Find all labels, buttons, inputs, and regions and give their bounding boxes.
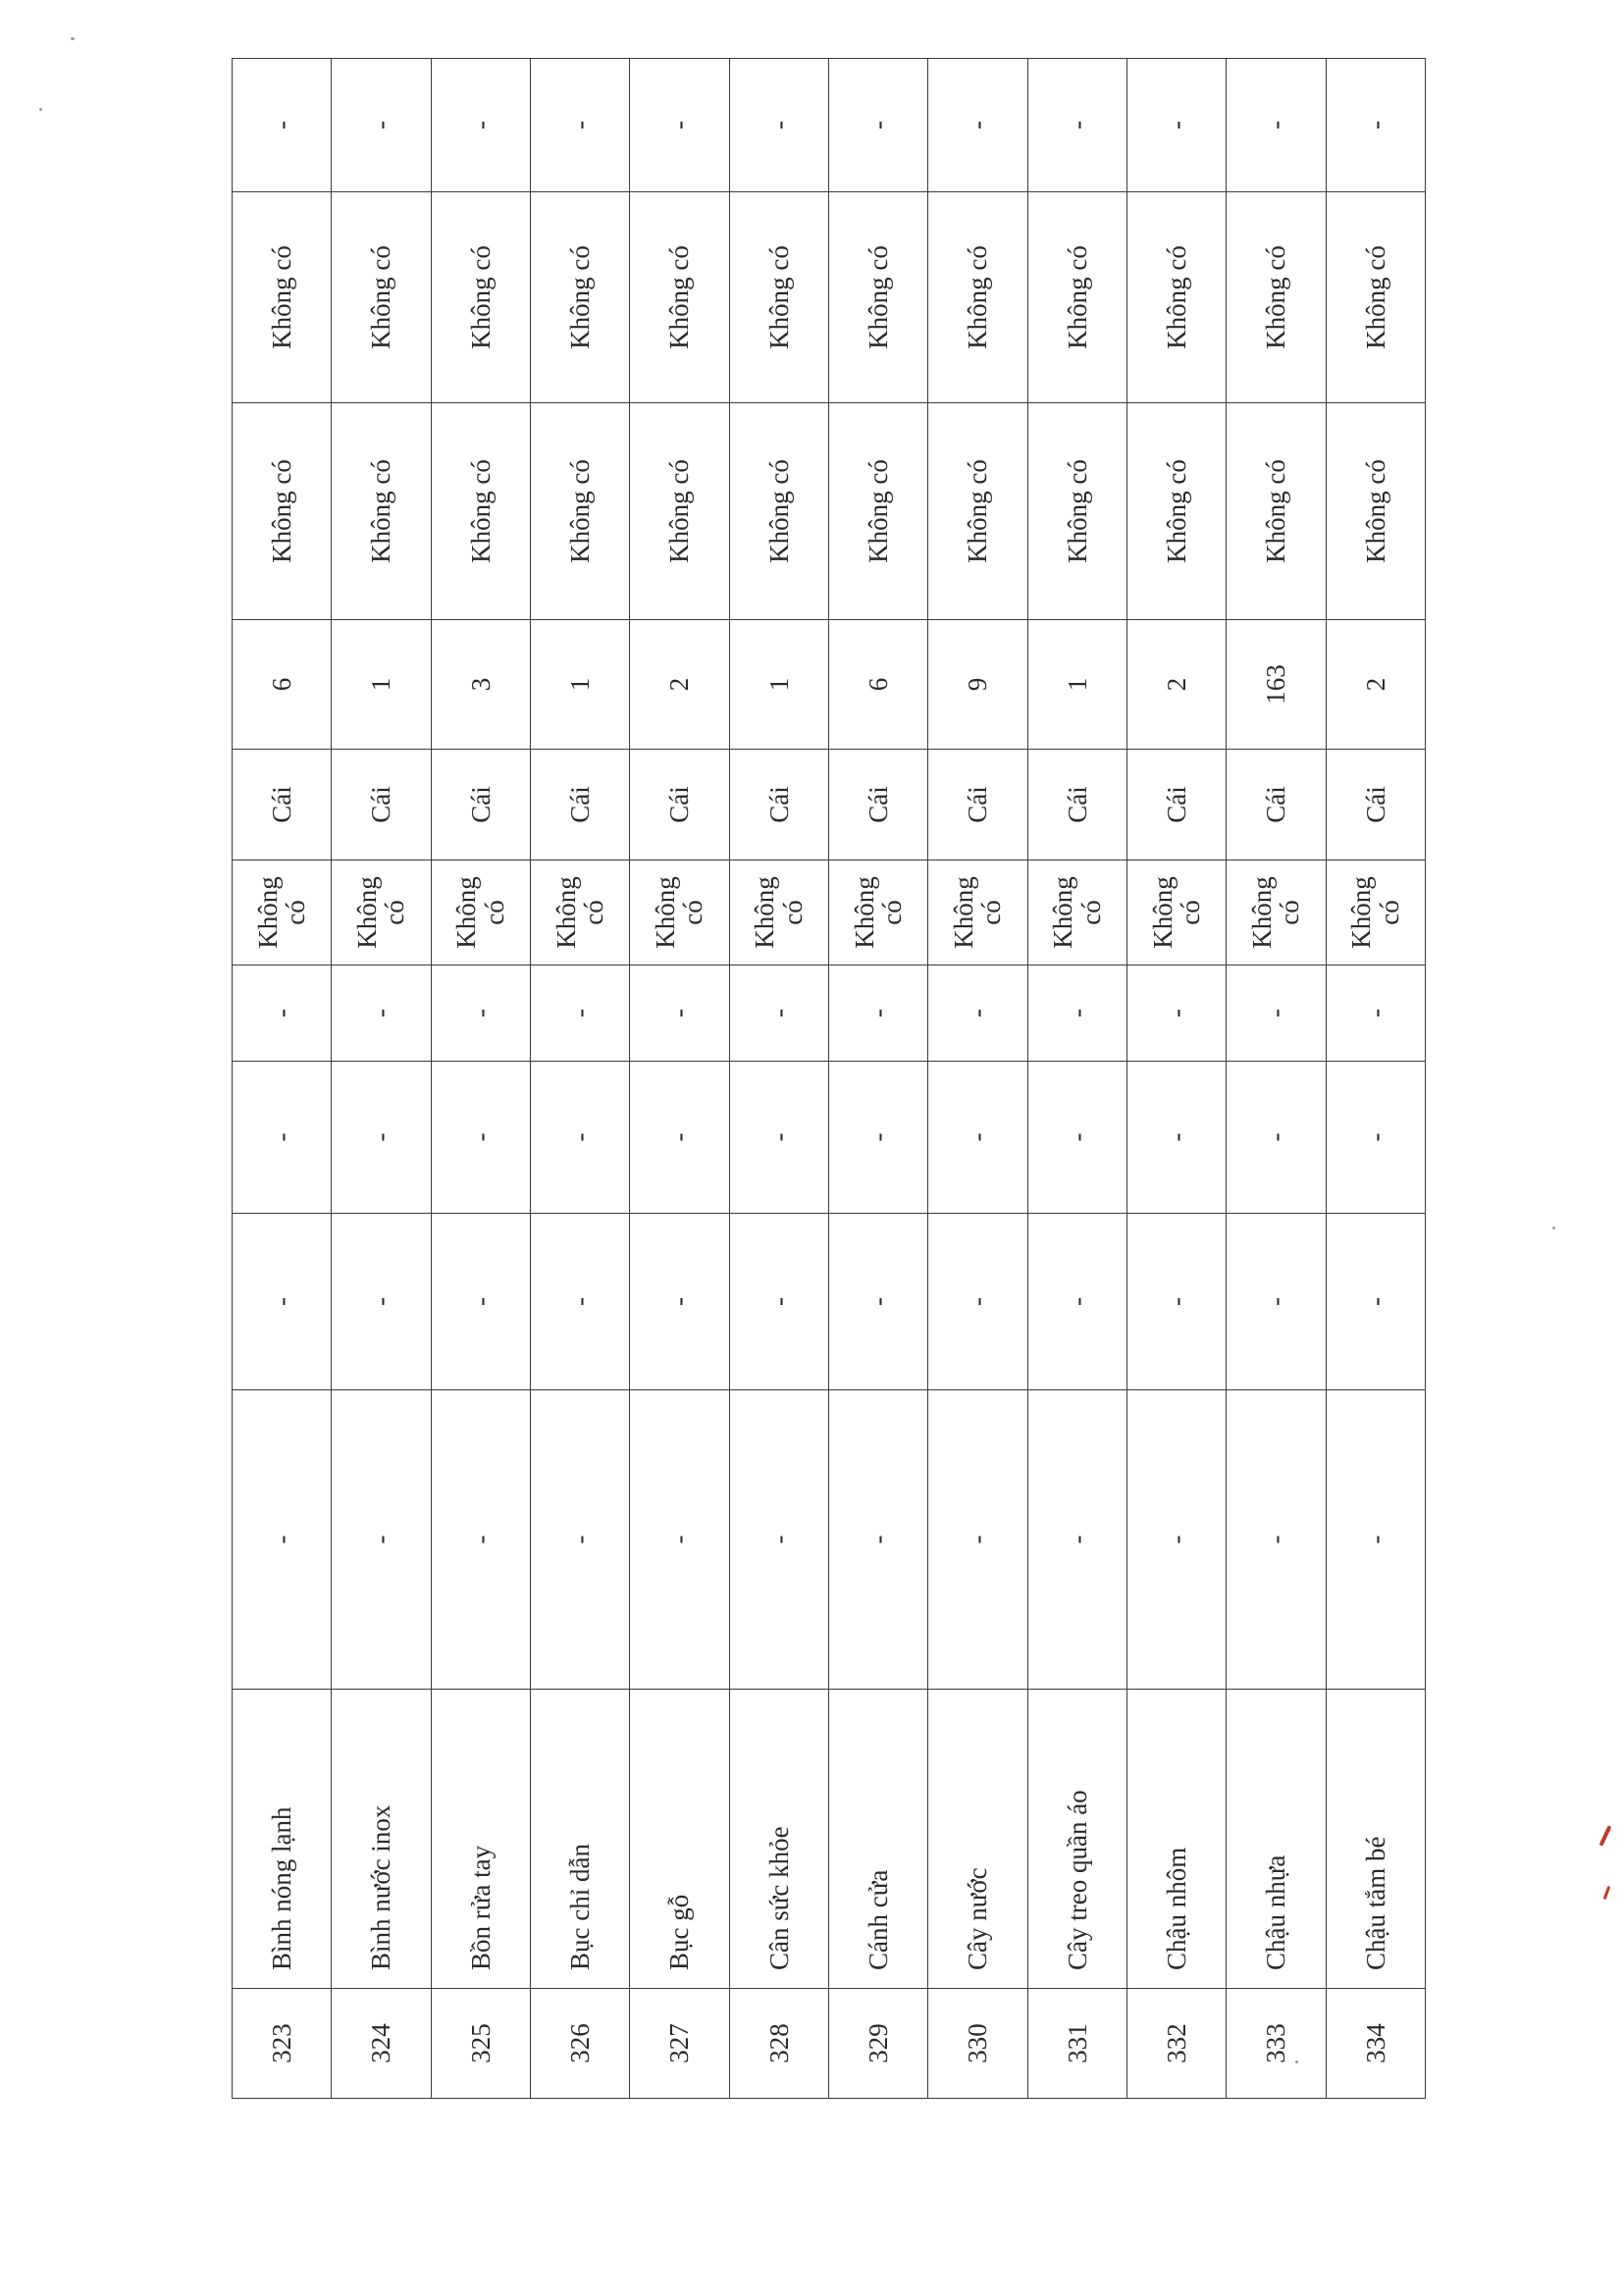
quantity-cell: 2 [1126, 620, 1226, 750]
unit-cell: Cái [530, 750, 629, 861]
row-number-cell: 323 [233, 1989, 332, 2099]
table-row [1326, 59, 1425, 2099]
availability-cell: Không có [729, 861, 828, 965]
status-cell: Không có [1227, 192, 1326, 403]
row-number-cell: 330 [928, 1989, 1027, 2099]
table-row [828, 59, 927, 2099]
row-number-cell: 327 [630, 1989, 729, 2099]
status-cell: Không có [1126, 403, 1226, 620]
dash-cell: - [1326, 1390, 1425, 1690]
dash-cell: - [729, 965, 828, 1062]
row-number-cell: 331 [1027, 1989, 1126, 2099]
item-name-cell: Bình nóng lạnh [233, 1690, 332, 1989]
table-row [1027, 59, 1126, 2099]
unit-cell: Cái [332, 750, 431, 861]
quantity-cell: 1 [530, 620, 629, 750]
dash-cell: - [1126, 1062, 1226, 1214]
dash-cell: - [828, 965, 927, 1062]
status-cell: Không có [530, 403, 629, 620]
dash-cell: - [530, 59, 629, 192]
availability-cell: Không có [928, 861, 1027, 965]
item-name-cell: Bình nước inox [332, 1690, 431, 1989]
dash-cell: - [1227, 1390, 1326, 1690]
quantity-cell: 9 [928, 620, 1027, 750]
item-name-cell: Cây treo quần áo [1027, 1690, 1126, 1989]
dash-cell: - [729, 1062, 828, 1214]
scan-speck [1295, 2061, 1298, 2063]
dash-cell: - [1027, 1390, 1126, 1690]
dash-cell: - [431, 1214, 530, 1390]
table-row [928, 59, 1027, 2099]
scan-speck [71, 37, 75, 40]
unit-cell: Cái [928, 750, 1027, 861]
item-name-cell: Bồn rửa tay [431, 1690, 530, 1989]
dash-cell: - [431, 1062, 530, 1214]
status-cell: Không có [828, 192, 927, 403]
unit-cell: Cái [828, 750, 927, 861]
dash-cell: - [1126, 1214, 1226, 1390]
dash-cell: - [1227, 1214, 1326, 1390]
dash-cell: - [1126, 1390, 1226, 1690]
red-pen-mark [1599, 1825, 1612, 1847]
status-cell: Không có [332, 192, 431, 403]
availability-cell: Không có [431, 861, 530, 965]
unit-cell: Cái [233, 750, 332, 861]
scan-speck [1552, 1226, 1555, 1229]
unit-cell: Cái [630, 750, 729, 861]
table-row [431, 59, 530, 2099]
availability-cell: Không có [233, 861, 332, 965]
status-cell: Không có [1027, 403, 1126, 620]
dash-cell: - [1027, 965, 1126, 1062]
dash-cell: - [1227, 59, 1326, 192]
row-number-cell: 325 [431, 1989, 530, 2099]
dash-cell: - [1126, 59, 1226, 192]
dash-cell: - [828, 59, 927, 192]
table-row [1227, 59, 1326, 2099]
dash-cell: - [1326, 59, 1425, 192]
status-cell: Không có [1326, 192, 1425, 403]
item-name-cell: Bục chỉ dẫn [530, 1690, 629, 1989]
item-name-cell: Chậu nhựa [1227, 1690, 1326, 1989]
red-pen-mark [1603, 1886, 1611, 1900]
status-cell: Không có [1326, 403, 1425, 620]
dash-cell: - [1326, 1062, 1425, 1214]
table-row [233, 59, 332, 2099]
status-cell: Không có [828, 403, 927, 620]
dash-cell: - [332, 59, 431, 192]
availability-cell: Không có [1027, 861, 1126, 965]
item-name-cell: Bục gỗ [630, 1690, 729, 1989]
dash-cell: - [928, 1390, 1027, 1690]
row-number-cell: 334 [1326, 1989, 1425, 2099]
availability-cell: Không có [1126, 861, 1226, 965]
item-name-cell: Chậu tắm bé [1326, 1690, 1425, 1989]
dash-cell: - [828, 1062, 927, 1214]
availability-cell: Không có [1326, 861, 1425, 965]
unit-cell: Cái [729, 750, 828, 861]
row-number-cell: 326 [530, 1989, 629, 2099]
quantity-cell: 163 [1227, 620, 1326, 750]
row-number-cell: 333 [1227, 1989, 1326, 2099]
dash-cell: - [431, 965, 530, 1062]
status-cell: Không có [928, 192, 1027, 403]
quantity-cell: 2 [1326, 620, 1425, 750]
dash-cell: - [630, 965, 729, 1062]
dash-cell: - [928, 1214, 1027, 1390]
item-name-cell: Cánh cửa [828, 1690, 927, 1989]
dash-cell: - [729, 59, 828, 192]
table-body [233, 59, 1426, 2099]
unit-cell: Cái [1027, 750, 1126, 861]
dash-cell: - [630, 59, 729, 192]
quantity-cell: 1 [332, 620, 431, 750]
status-cell: Không có [530, 192, 629, 403]
quantity-cell: 3 [431, 620, 530, 750]
status-cell: Không có [431, 403, 530, 620]
table-row [729, 59, 828, 2099]
dash-cell: - [1027, 1214, 1126, 1390]
unit-cell: Cái [1326, 750, 1425, 861]
dash-cell: - [1227, 965, 1326, 1062]
status-cell: Không có [1227, 403, 1326, 620]
table-row [530, 59, 629, 2099]
quantity-cell: 1 [1027, 620, 1126, 750]
dash-cell: - [729, 1390, 828, 1690]
scan-speck [39, 108, 42, 111]
status-cell: Không có [233, 192, 332, 403]
quantity-cell: 6 [233, 620, 332, 750]
table-row [630, 59, 729, 2099]
dash-cell: - [530, 965, 629, 1062]
status-cell: Không có [729, 192, 828, 403]
dash-cell: - [630, 1390, 729, 1690]
status-cell: Không có [630, 403, 729, 620]
dash-cell: - [530, 1390, 629, 1690]
row-number-cell: 329 [828, 1989, 927, 2099]
item-name-cell: Cân sức khỏe [729, 1690, 828, 1989]
table-row [332, 59, 431, 2099]
availability-cell: Không có [630, 861, 729, 965]
dash-cell: - [431, 59, 530, 192]
dash-cell: - [332, 1214, 431, 1390]
dash-cell: - [1027, 1062, 1126, 1214]
dash-cell: - [332, 1062, 431, 1214]
dash-cell: - [332, 965, 431, 1062]
dash-cell: - [630, 1214, 729, 1390]
availability-cell: Không có [332, 861, 431, 965]
dash-cell: - [928, 965, 1027, 1062]
status-cell: Không có [233, 403, 332, 620]
dash-cell: - [1126, 965, 1226, 1062]
dash-cell: - [928, 59, 1027, 192]
dash-cell: - [1326, 1214, 1425, 1390]
dash-cell: - [431, 1390, 530, 1690]
dash-cell: - [729, 1214, 828, 1390]
unit-cell: Cái [1227, 750, 1326, 861]
item-name-cell: Cây nước [928, 1690, 1027, 1989]
status-cell: Không có [630, 192, 729, 403]
status-cell: Không có [1126, 192, 1226, 403]
quantity-cell: 6 [828, 620, 927, 750]
unit-cell: Cái [1126, 750, 1226, 861]
dash-cell: - [530, 1214, 629, 1390]
status-cell: Không có [928, 403, 1027, 620]
dash-cell: - [1027, 59, 1126, 192]
status-cell: Không có [729, 403, 828, 620]
quantity-cell: 2 [630, 620, 729, 750]
row-number-cell: 332 [1126, 1989, 1226, 2099]
dash-cell: - [928, 1062, 1027, 1214]
status-cell: Không có [431, 192, 530, 403]
item-name-cell: Chậu nhôm [1126, 1690, 1226, 1989]
dash-cell: - [233, 59, 332, 192]
dash-cell: - [1227, 1062, 1326, 1214]
dash-cell: - [1326, 965, 1425, 1062]
table-row [1126, 59, 1226, 2099]
quantity-cell: 1 [729, 620, 828, 750]
status-cell: Không có [332, 403, 431, 620]
row-number-cell: 324 [332, 1989, 431, 2099]
dash-cell: - [233, 1214, 332, 1390]
dash-cell: - [630, 1062, 729, 1214]
availability-cell: Không có [828, 861, 927, 965]
inventory-table [232, 58, 1426, 2099]
dash-cell: - [233, 965, 332, 1062]
dash-cell: - [828, 1214, 927, 1390]
dash-cell: - [828, 1390, 927, 1690]
rotated-table-container [232, 59, 1426, 2099]
row-number-cell: 328 [729, 1989, 828, 2099]
dash-cell: - [332, 1390, 431, 1690]
status-cell: Không có [1027, 192, 1126, 403]
unit-cell: Cái [431, 750, 530, 861]
availability-cell: Không có [530, 861, 629, 965]
dash-cell: - [233, 1390, 332, 1690]
dash-cell: - [233, 1062, 332, 1214]
availability-cell: Không có [1227, 861, 1326, 965]
dash-cell: - [530, 1062, 629, 1214]
